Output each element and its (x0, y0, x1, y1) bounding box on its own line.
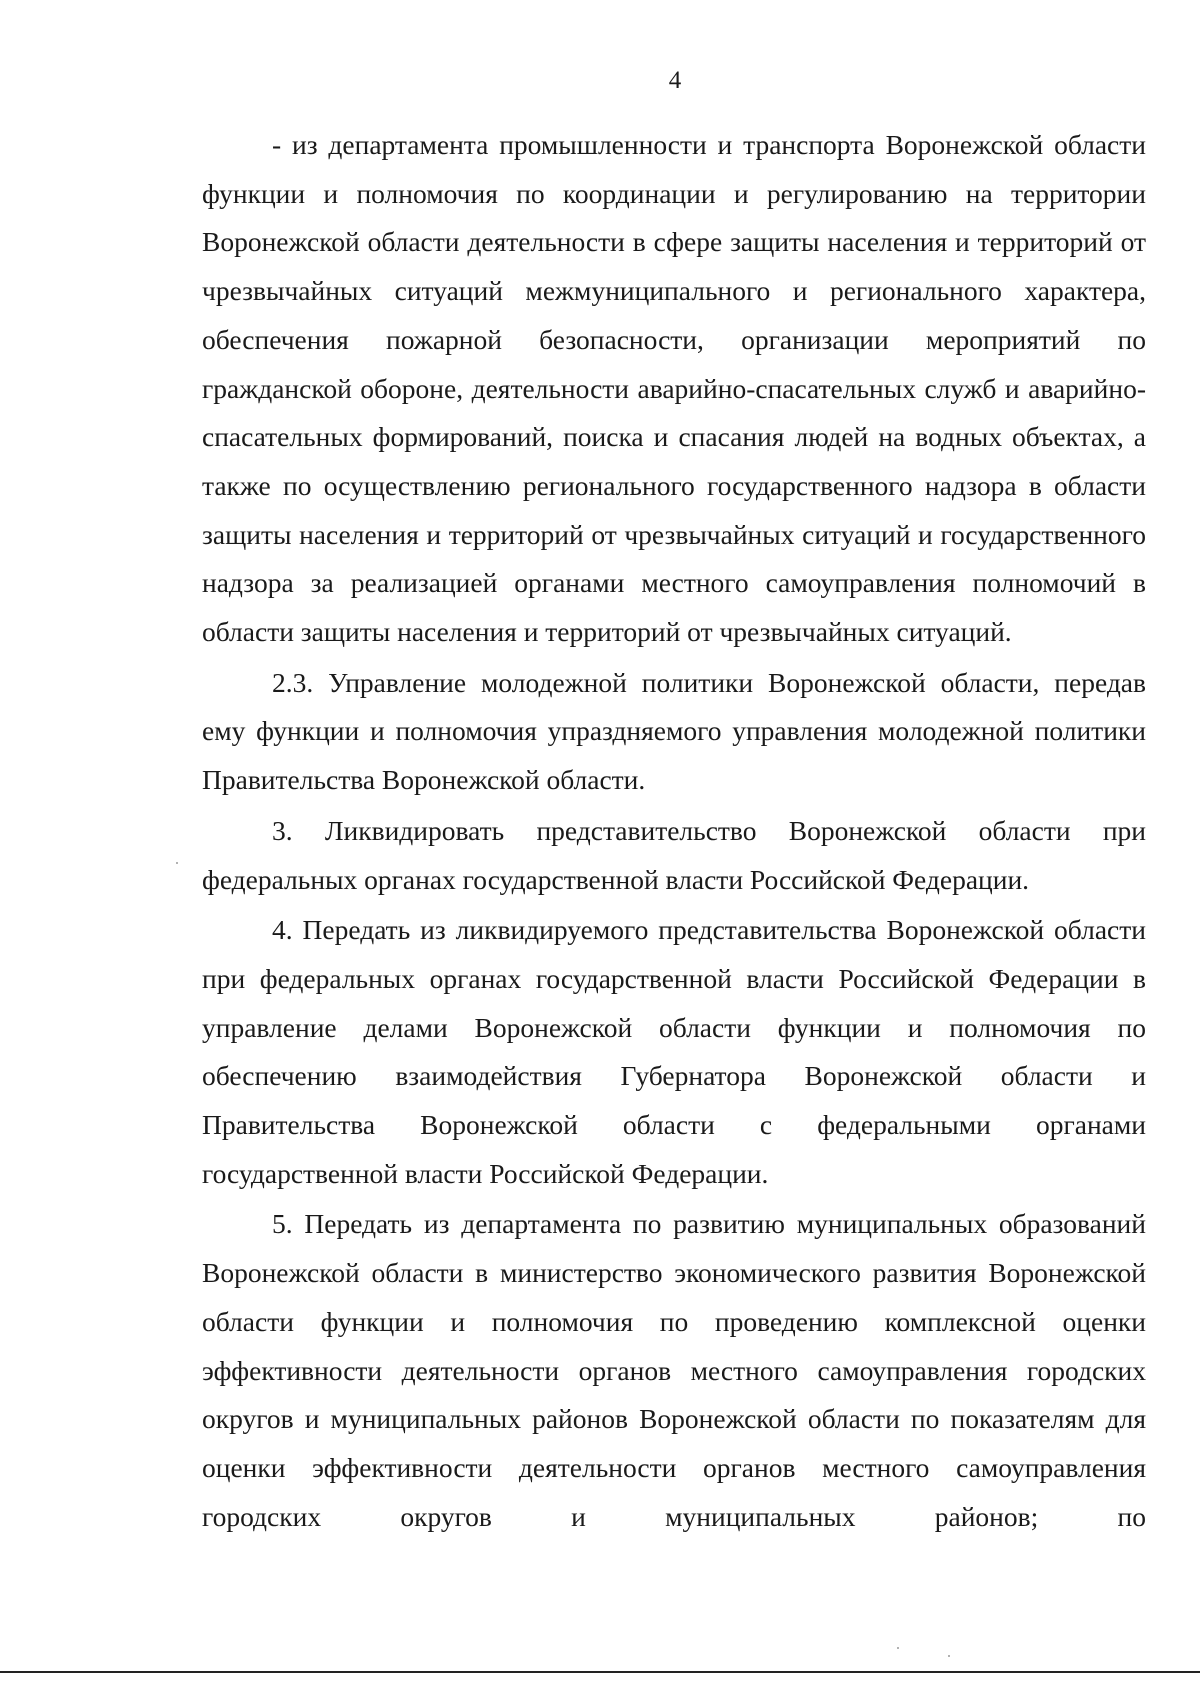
paragraph-transfer-emergency-functions: - из департамента промышленности и транспорта Воронежской области функции и полномочия по координации и регулированию на территории Воронежской области деятельности в сфере защиты населения и территорий от чрезвычайных ситуаций межмуниципального и регионального характера, обеспечения пожарной безопасности, организации мероприятий по гражданской обороне, деятельности аварийно-спасательных служб и аварийно-спасательных формирований, поиска и спасания людей на водных объектах, а также по осуществлению регионального государственного надзора в области защиты населения и территорий от чрезвычайных ситуаций и государственного надзора за реализацией органами местного самоуправления полномочий в области защиты населения и территорий от чрезвычайных ситуаций. (202, 129, 1146, 648)
scan-speck (948, 1655, 950, 1657)
scan-speck (176, 862, 178, 864)
page-number: 4 (668, 67, 682, 94)
paragraph-liquidate-representation: 3. Ликвидировать представительство Воронежской области при федеральных органах государственной власти Российской Федерации. (202, 814, 1146, 895)
scan-speck (897, 1647, 899, 1649)
page-bottom-edge (0, 1671, 1200, 1673)
paragraph-transfer-representation-functions: 4. Передать из ликвидируемого представительства Воронежской области при федеральных органах государственной власти Российской Федерации в управление делами Воронежской области функции и полномочия по обеспечению взаимодействия Губернатора Воронежской области и Правительства Воронежской области с федеральными органами государственной власти Российской Федерации. (202, 914, 1146, 1189)
paragraph-transfer-municipal-functions: 5. Передать из департамента по развитию муниципальных образований Воронежской области в министерство экономического развития Воронежской области функции и полномочия по проведению комплексной оценки эффективности деятельности органов местного самоуправления городских округов и муниципальных районов Воронежской области по показателям для оценки эффективности деятельности органов местного самоуправления городских округов и муниципальных районов; по (202, 1208, 1146, 1532)
document-body (202, 121, 1146, 1543)
paragraph-youth-policy-department: 2.3. Управление молодежной политики Воронежской области, передав ему функции и полномочия упраздняемого управления молодежной политики Правительства Воронежской области. (202, 666, 1146, 796)
